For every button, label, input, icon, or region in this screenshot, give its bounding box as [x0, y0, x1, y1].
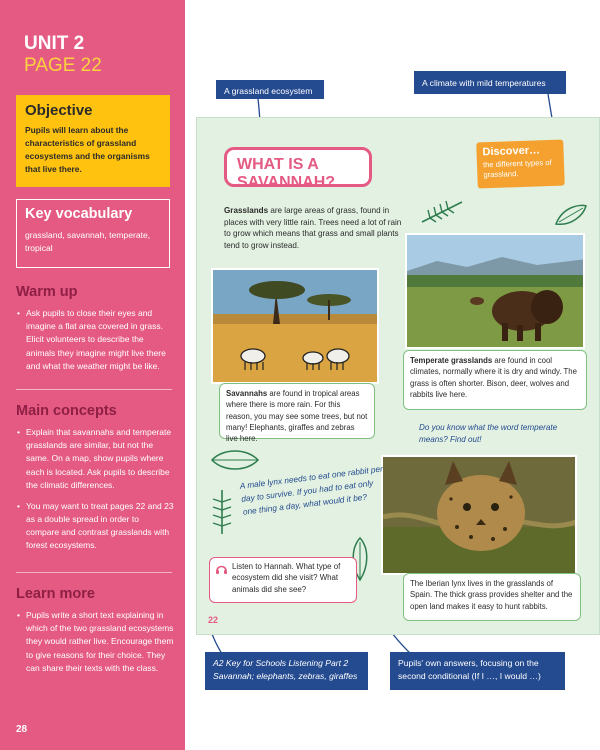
grasslands-text — [224, 205, 402, 252]
annotation-climate: A climate with mild temperatures — [414, 71, 566, 94]
discover-text: the different types of grassland. — [482, 157, 552, 180]
listening-text: Listen to Hannah. What type of ecosystem did she visit? What animals did she see? — [232, 562, 341, 594]
lynx-photo — [381, 455, 577, 575]
savannah-definition: are found in tropical areas where there is more rain. For this reason, you may see some trees, but not many! Elephants, giraffes and zebras live here. — [226, 389, 368, 444]
list-item: • Ask pupils to close their eyes and imagine a flat area covered in grass. Elicit volunteers to describe the animals they imagine might live there and what the weather might be like. — [16, 307, 174, 373]
list-item: • Explain that savannahs and temperate grasslands are similar, but not the same. On a map, show pupils where each is located. Ask pupils to describe the climatic differences. — [16, 426, 174, 492]
main-concepts-heading: Main concepts — [16, 403, 117, 419]
vocabulary-heading: Key vocabulary — [25, 206, 133, 222]
lynx-caption: The Iberian lynx lives in the grasslands of Spain. The thick grass provides shelter and the open land makes it easy to hunt rabbits. — [403, 573, 581, 621]
pupil-page — [196, 117, 600, 635]
bison-photo — [405, 233, 585, 349]
page-number: 28 — [16, 724, 28, 735]
temperate-question: Do you know what the word temperate means? Find out! — [419, 423, 558, 445]
list-item: • You may want to treat pages 22 and 23 as a double spread in order to compare and contrast grasslands with forest ecosystems. — [16, 500, 174, 553]
savannah-term: Savannahs — [226, 389, 268, 398]
objective-heading: Objective — [25, 102, 93, 119]
annotation-own-answers: Pupils' own answers, focusing on the second conditional (If I …, I would …) — [390, 652, 565, 690]
pupil-page-number: 22 — [208, 615, 219, 625]
grasslands-definition: are large areas of grass, found in places with very little rain. Trees need a lot of rain to grow which means that grass and small plants tend to grow instead. — [224, 206, 402, 251]
unit-page: PAGE 22 — [24, 55, 102, 76]
list-item: • Pupils write a short text explaining in which of the two grassland ecosystems they would rather live. Encourage them to give reasons for their choice. They can share their texts with the class. — [16, 609, 174, 675]
lynx-question: A male lynx needs to eat one rabbit per day to survive. If you had to eat only one thing a day, what would it be? — [239, 463, 384, 517]
warm-up-heading: Warm up — [16, 284, 78, 300]
learn-more-heading: Learn more — [16, 586, 95, 602]
fern-icon — [207, 488, 237, 536]
leaf-icon — [209, 446, 261, 474]
unit-title: UNIT 2 — [24, 33, 85, 54]
temperate-term: Temperate grasslands — [410, 356, 493, 365]
page-title: WHAT IS A SAVANNAH? — [237, 156, 336, 191]
vocabulary-text: grassland, savannah, temperate, tropical — [25, 230, 151, 253]
fern-icon — [420, 198, 464, 226]
temperate-caption — [403, 350, 587, 410]
annotation-grassland-ecosystem: A grassland ecosystem — [216, 80, 324, 99]
discover-note — [476, 139, 565, 188]
annotation-listening: A2 Key for Schools Listening Part 2 Savannah; elephants, zebras, giraffes — [205, 652, 368, 690]
discover-title: Discover… — [482, 144, 541, 159]
temperate-definition: are found in cool climates, normally where it is dry and windy. The grass is often shorter. Bison, deer, wolves and rabbits live here. — [410, 356, 577, 399]
grasslands-term: Grasslands — [224, 206, 269, 215]
savannah-caption — [219, 383, 375, 444]
savannah-photo — [211, 268, 379, 384]
objective-text: Pupils will learn about the characteristics of grassland ecosystems and the organisms that live there. — [25, 125, 150, 175]
headphones-icon — [215, 563, 228, 575]
listening-prompt — [209, 557, 357, 603]
title-bubble — [224, 147, 372, 191]
leaf-icon — [553, 202, 589, 228]
